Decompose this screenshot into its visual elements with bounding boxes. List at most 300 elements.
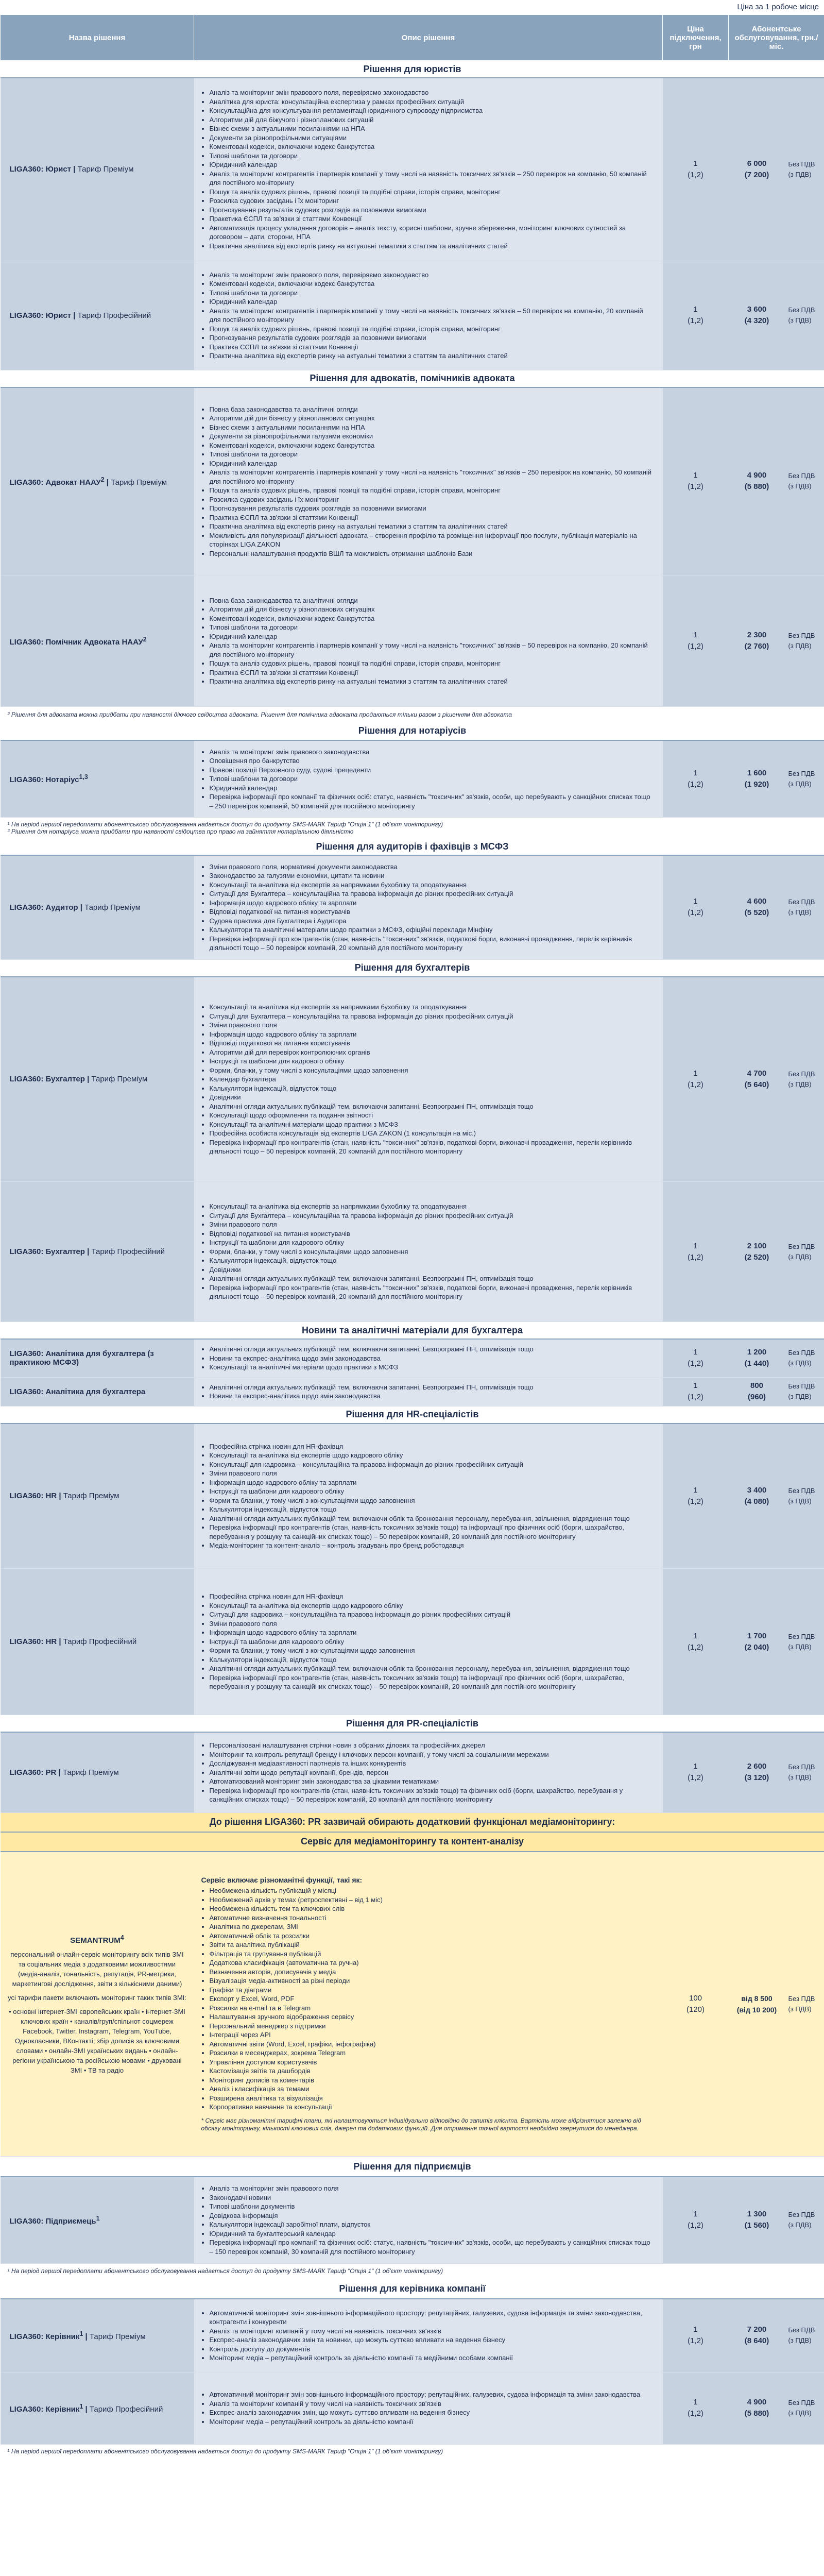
feature-item: • Типові шаблони та договори xyxy=(210,450,656,459)
product-title: LIGA360: Бухгалтер xyxy=(9,1247,85,1256)
feature-item: • Калькулятори індексації заробітної плати, відпусток xyxy=(210,2220,656,2229)
feature-item: • Бізнес схеми з актуальними посиланнями на НПА xyxy=(210,124,656,133)
vat-labels xyxy=(785,1994,815,2014)
feature-item: • Додаткова класифікація (автоматична та ручна) xyxy=(210,1958,656,1968)
tariff-name: Тариф Преміум xyxy=(91,1075,148,1084)
price-values xyxy=(729,1347,785,1369)
feature-item: • Практична аналітика від експертів ринку на актуальні тематики з статтям та аналітичних статей xyxy=(210,242,656,251)
product-name xyxy=(1,1339,194,1377)
semantrum-desc-title: Сервіс включає різноманітні функції, такі як: xyxy=(201,1876,363,1884)
feature-item: • Юридичний календар xyxy=(210,784,656,793)
price-block xyxy=(729,630,824,652)
feature-item: • Оповіщення про банкрутство xyxy=(210,756,656,766)
product-title: LIGA360: Бухгалтер xyxy=(9,1075,85,1084)
feature-item: • Інформація щодо кадрового обліку та зарплати xyxy=(210,1628,656,1637)
feature-item: • Інструкції та шаблони для кадрового обліку xyxy=(210,1487,656,1496)
feature-item: • Аналіз та моніторинг контрагентів і партнерів компанії у тому числі на наявність "токсичних" зв'язків – 250 перевірок на компанію, 50 компаній для постійного моніторингу xyxy=(210,468,656,486)
vat-labels xyxy=(785,2325,815,2346)
connect-price-value: 1 xyxy=(693,768,698,777)
col-price-header: Абонентське обслуговування, грн./міс. xyxy=(729,15,824,61)
price-value: 4 600 xyxy=(747,897,767,906)
product-title: LIGA360: HR xyxy=(9,1637,57,1646)
product-row xyxy=(1,261,824,370)
feature-item: • Ситуації для Бухгалтера – консультаційна та правова інформація до різних професійних ситуацій xyxy=(210,889,656,899)
feature-item: • Форми та бланки, у тому числі з консультаціями щодо заповнення xyxy=(210,1496,656,1505)
price-value-vat: (5 640) xyxy=(744,1080,769,1089)
tariff-name: Тариф Преміум xyxy=(89,2332,146,2341)
price-values xyxy=(729,1993,785,2015)
footnote-row xyxy=(1,2444,824,2459)
price-value: 2 300 xyxy=(747,631,767,639)
feature-item: • Судова практика для Бухгалтера і Аудитора xyxy=(210,917,656,926)
price-block xyxy=(729,1993,824,2015)
feature-item: • Бізнес схеми з актуальними посиланнями на НПА xyxy=(210,423,656,432)
vat-label: Без ПДВ xyxy=(788,1242,815,1250)
price-value: 1 600 xyxy=(747,768,767,777)
feature-item: • Моніторинг медіа – репутаційний контроль за діяльністю компанії та медійними особами компанії xyxy=(210,2353,656,2363)
price-value-vat: (4 080) xyxy=(744,1497,769,1506)
feature-item: • Консультації та аналітика від експертів за напрямками бухобліку та оподаткування xyxy=(210,1202,656,1211)
price-block xyxy=(729,1068,824,1091)
vat-label-2: (з ПДВ) xyxy=(788,1773,812,1782)
feature-item: • Ситуації для Бухгалтера – консультаційна та правова інформація до різних професійних ситуацій xyxy=(210,1211,656,1221)
product-title: LIGA360: Підприємець xyxy=(9,2216,96,2226)
vat-labels xyxy=(785,1632,815,1652)
price-value: 1 300 xyxy=(747,2210,767,2219)
feature-list xyxy=(201,862,656,953)
section-header xyxy=(1,1812,824,1832)
section-title: Рішення для PR-спеціалістів xyxy=(1,1715,824,1733)
vat-label: Без ПДВ xyxy=(788,1349,815,1357)
feature-item: • Калькулятори та аналітичні матеріали щодо практики з МСФЗ, офіційні переклади Мінфіну xyxy=(210,925,656,935)
section-header xyxy=(1,61,824,78)
feature-item: • Пошук та аналіз судових рішень, правові позиції та подібні справи, історія справи, моніторинг xyxy=(210,325,656,334)
vat-label-2: (з ПДВ) xyxy=(788,2005,812,2013)
feature-item: • Прогнозування результатів судових розглядів за позовними вимогами xyxy=(210,333,656,343)
feature-item: • Календар бухгалтера xyxy=(210,1075,656,1084)
feature-item: • Документи за різнопрофільними ситуаціями xyxy=(210,133,656,143)
feature-item: • Юридичний календар xyxy=(210,297,656,307)
price-values xyxy=(729,630,785,652)
feature-item: • Розсилка судових засідань і їх моніторинг xyxy=(210,495,656,504)
product-row xyxy=(1,1732,824,1812)
feature-item: • Візуалізація медіа-активності за різні періоди xyxy=(210,1976,656,1986)
feature-item: • Аналітичні огляди актуальних публікацій тем, включаючи облік та бронювання персоналу, перебування, звільнення, відрядження тощо xyxy=(210,1514,656,1523)
feature-item: • Інформація щодо кадрового обліку та зарплати xyxy=(210,899,656,908)
price-value-vat: (1 920) xyxy=(744,779,769,789)
feature-item: • Алгоритми дій для бізнесу у різнопланових ситуаціях xyxy=(210,605,656,614)
feature-item: • Аналіз та моніторинг змін правового законодавства xyxy=(210,748,656,757)
feature-item: • Інструкції та шаблони для кадрового обліку xyxy=(210,1057,656,1066)
feature-item: • Пошук та аналіз судових рішень, правові позиції та подібні справи, історія справи, моніторинг xyxy=(210,188,656,197)
feature-list xyxy=(201,2390,656,2426)
feature-item: • Юридичний та бухгалтерський календар xyxy=(210,2229,656,2239)
connect-price-value: 1 xyxy=(693,1381,698,1390)
feature-item: • Моніторинг та контроль репутації бренду і ключових персон компанії, у тому числі за соціальними мережами xyxy=(210,1750,656,1759)
price-value: 1 700 xyxy=(747,1631,767,1640)
vat-label: Без ПДВ xyxy=(788,2211,815,2219)
feature-item: • Кастомізація звітів та дашбордів xyxy=(210,2066,656,2076)
product-name: LIGA360: Аудитор | Тариф Преміум xyxy=(1,855,194,959)
feature-item: • Документи за різнопрофільними галузями економіки xyxy=(210,432,656,441)
price-values xyxy=(729,1485,785,1507)
feature-item: • Аналіз та моніторинг контрагентів і партнерів компанії у тому числі на наявність токсичних зв'язків – 250 перевірок на компанію, 50 компаній для постійного моніторингу xyxy=(210,170,656,188)
product-description xyxy=(194,855,663,959)
vat-labels xyxy=(785,1381,815,1402)
section-header xyxy=(1,1406,824,1423)
vat-labels xyxy=(785,1348,815,1368)
subscription-price xyxy=(729,1423,824,1569)
vat-label-2: (з ПДВ) xyxy=(788,2409,812,2417)
feature-item: • Довідкова інформація xyxy=(210,2211,656,2221)
product-row xyxy=(1,2372,824,2444)
connect-price-value: 1 xyxy=(693,897,698,906)
feature-item: • Типові шаблони та договори xyxy=(210,151,656,161)
vat-labels xyxy=(785,1069,815,1090)
tariff-name: Тариф Преміум xyxy=(77,165,134,174)
semantrum-line: персональний онлайн-сервіс моніторингу всіх типів ЗМІ та соціальних медіа з додатковими можливостями (медіа-аналіз, тональність, репутація, PR-метрики, маркетингові дослідження, звіти з кількісними даними) xyxy=(10,1950,184,1988)
feature-item: • Експорт у Excel, Word, PDF xyxy=(210,1994,656,2004)
product-row xyxy=(1,387,824,575)
section-title: Рішення для аудиторів і фахівців з МСФЗ xyxy=(1,838,824,855)
feature-item: • Аналіз та моніторинг змін правового поля, перевіряємо законодавство xyxy=(210,88,656,97)
footnote-ref: 1 xyxy=(79,2330,83,2337)
product-name: LIGA360: HR | Тариф Професійний xyxy=(1,1569,194,1715)
feature-item: • Довідники xyxy=(210,1265,656,1275)
vat-label: Без ПДВ xyxy=(788,769,815,777)
feature-item: • Коментовані кодекси, включаючи кодекс банкрутства xyxy=(210,614,656,623)
feature-item: • Автоматичний моніторинг змін зовнішнього інформаційного простору: репутаційних, галузевих, судова інформація та зміни законодавства, контрагенти і конкуренти xyxy=(210,2309,656,2327)
feature-item: • Аналіз та моніторинг змін правового поля xyxy=(210,2184,656,2193)
price-block xyxy=(729,2324,824,2347)
subscription-price xyxy=(729,2299,824,2372)
price-value-vat: (7 200) xyxy=(744,170,769,179)
subscription-price xyxy=(729,740,824,818)
feature-list xyxy=(201,1741,656,1804)
feature-item: • Аналітичні огляди актуальних публікацій тем, включаючи запитанні, Безпрограмні ПН, оптимізація тощо xyxy=(210,1274,656,1283)
footnote xyxy=(1,818,824,839)
vat-label: Без ПДВ xyxy=(788,1382,815,1390)
connect-price xyxy=(663,387,729,575)
header-note: Ціна за 1 робоче місце xyxy=(737,3,819,11)
product-row xyxy=(1,2177,824,2263)
vat-label-2: (з ПДВ) xyxy=(788,1393,812,1400)
feature-item: • Законодавчі новини xyxy=(210,2193,656,2202)
feature-item: • Перевірка інформації про контрагентів (стан, наявність токсичних зв'язків тощо) та інформації про фізичних осіб (борги, шахрайство, перебування у розшуку та санкційних списках тощо) – 50 перевірок компаній, 20 компаній для постійного моніторингу xyxy=(210,1523,656,1541)
feature-item: • Інформація щодо кадрового обліку та зарплати xyxy=(210,1030,656,1039)
product-row xyxy=(1,740,824,818)
price-value-vat: (5 880) xyxy=(744,482,769,492)
feature-item: • Професійна стрічка новин для HR-фахівця xyxy=(210,1592,656,1601)
product-description xyxy=(194,575,663,707)
feature-item: • Автоматичний моніторинг змін зовнішнього інформаційного простору: репутаційних, галузевих, судова інформація та зміни законодавства xyxy=(210,2390,656,2399)
product-row xyxy=(1,78,824,261)
feature-item: • Перевірка інформації про контрагентів (стан, наявність токсичних зв'язків тощо) та інформації про фізичних осіб (борги, шахрайство, перебування у розшуку та санкційних списках тощо) – 50 перевірок компаній, 20 компаній для постійного моніторингу xyxy=(210,1673,656,1691)
price-block xyxy=(729,2397,824,2419)
price-value-vat: (1 440) xyxy=(744,1359,769,1368)
feature-item: • Калькулятори індексацій, відпусток тощо xyxy=(210,1655,656,1665)
connect-price xyxy=(663,2299,729,2372)
feature-item: • Розширена аналітика та візуалізація xyxy=(210,2094,656,2103)
product-title: LIGA360: Адвокат НААУ xyxy=(9,478,101,487)
price-values xyxy=(729,1241,785,1263)
price-block xyxy=(729,768,824,790)
feature-item: • Консультації та аналітика від експертів щодо кадрового обліку xyxy=(210,1451,656,1460)
feature-item: • Аналіз та моніторинг компаній у тому числі на наявність токсичних зв'язків xyxy=(210,2399,656,2409)
semantrum-line: усі тарифи пакети включають моніторинг таких типів ЗМІ: xyxy=(8,1993,186,2002)
connect-price-vat: (120) xyxy=(686,2005,705,2014)
feature-item: • Повна база законодавства та аналітичні огляди xyxy=(210,596,656,605)
connect-price-vat: (1,2) xyxy=(688,1642,703,1652)
feature-item: • Аналіз та моніторинг контрагентів і партнерів компанії у тому числі на наявність токсичних зв'язків – 50 перевірок на компанію, 20 компаній для постійного моніторингу xyxy=(210,307,656,325)
feature-item: • Необмежена кількість тем та ключових слів xyxy=(210,1904,656,1913)
feature-item: • Медіа-моніторинг та контент-аналіз – контроль згадувань про бренд роботодавця xyxy=(210,1541,656,1550)
feature-item: • Перевірка інформації про компанії та фізичних осіб: статус, наявність "токсичних" зв'язків, особи, що перебувають у санкційних списках тощо – 250 перевірок компаній, 50 компаній для постійного моніторингу xyxy=(210,792,656,810)
footnote-ref: 2 xyxy=(100,476,105,483)
footnote-text: ³ Рішення для нотаріуса можна придбати при наявності свідоцтва про право на зайняття нотаріальною діяльністю xyxy=(7,828,354,835)
price-values xyxy=(729,2397,785,2419)
subscription-price xyxy=(729,977,824,1182)
price-block xyxy=(729,1347,824,1369)
feature-item: • Типові шаблони та договори xyxy=(210,623,656,632)
vat-labels xyxy=(785,305,815,326)
feature-item: • Розсилки в месенджерах, зокрема Telegram xyxy=(210,2048,656,2058)
product-row xyxy=(1,1182,824,1322)
section-header xyxy=(1,838,824,855)
semantrum-row xyxy=(1,1852,824,2157)
feature-list xyxy=(201,2184,656,2256)
feature-item: • Інтеграції через API xyxy=(210,2030,656,2040)
connect-price-value: 1 xyxy=(693,2398,698,2406)
tariff-name: Тариф Преміум xyxy=(62,1768,119,1777)
product-description xyxy=(194,1732,663,1812)
price-values xyxy=(729,1761,785,1784)
feature-item: • Юридичний календар xyxy=(210,459,656,468)
feature-list xyxy=(201,1003,656,1156)
price-table xyxy=(0,14,824,2459)
price-value-vat: (8 640) xyxy=(744,2336,769,2346)
vat-labels xyxy=(785,1242,815,1262)
subscription-price xyxy=(729,2372,824,2444)
feature-item: • Алгоритми дій для перевірок контролюючих органів xyxy=(210,1048,656,1057)
feature-item: • Можливість для популяризації діяльності адвоката – створення профілю та розміщення інформації про послуги, публікація матеріалів на сторінках LIGA ZAKON xyxy=(210,531,656,549)
semantrum-title-text: SEMANTRUM xyxy=(70,1936,121,1945)
price-block xyxy=(729,304,824,327)
tariff-name: Тариф Професійний xyxy=(91,1247,165,1256)
vat-label: Без ПДВ xyxy=(788,1070,815,1078)
feature-item: • Консультації та аналітичні матеріали щодо практики з МСФЗ xyxy=(210,1120,656,1129)
price-values xyxy=(729,1631,785,1653)
feature-item: • Налаштування зручного відображення сервісу xyxy=(210,2012,656,2022)
feature-list xyxy=(201,1345,656,1372)
feature-item: • Персональні налаштування продуктів ВШЛ та можливість отримання шаблонів Бази xyxy=(210,549,656,558)
product-name: LIGA360: Юрист | Тариф Професійний xyxy=(1,261,194,370)
vat-label: Без ПДВ xyxy=(788,1994,815,2003)
vat-label: Без ПДВ xyxy=(788,1632,815,1640)
price-values xyxy=(729,470,785,493)
product-row xyxy=(1,1339,824,1377)
subscription-price xyxy=(729,2177,824,2263)
feature-item: • Аналіз та моніторинг змін правового поля, перевіряємо законодавство xyxy=(210,270,656,280)
feature-list xyxy=(201,405,656,558)
feature-item: • Зміни правового поля xyxy=(210,1619,656,1629)
product-name: LIGA360: Бухгалтер | Тариф Професійний xyxy=(1,1182,194,1322)
section-header xyxy=(1,2279,824,2299)
footnote-ref: 2 xyxy=(143,635,147,643)
price-block xyxy=(729,1241,824,1263)
price-value-vat: (2 520) xyxy=(744,1252,769,1262)
semantrum-name xyxy=(1,1852,194,2157)
connect-price-value: 100 xyxy=(689,1993,702,2003)
tariff-name: Тариф Професійний xyxy=(77,311,151,320)
feature-item: • Експрес-аналіз законодавчих змін та новинки, що можуть суттєво впливати на ведення бізнесу xyxy=(210,2335,656,2345)
product-name xyxy=(1,740,194,818)
subscription-price xyxy=(729,855,824,959)
connect-price xyxy=(663,1377,729,1406)
section-title: Рішення для HR-спеціалістів xyxy=(1,1406,824,1423)
connect-price xyxy=(663,740,729,818)
feature-item: • Відповіді податкової на питання користувачів xyxy=(210,907,656,917)
feature-item: • Калькулятори індексацій, відпусток тощо xyxy=(210,1256,656,1265)
section-title: Рішення для юристів xyxy=(1,61,824,78)
connect-price xyxy=(663,1339,729,1377)
product-title: LIGA360: Аудитор xyxy=(9,903,78,912)
connect-price-value: 1 xyxy=(693,2210,698,2219)
feature-item: • Зміни правового поля xyxy=(210,1220,656,1229)
feature-item: • Необмежена кількість публікацій у місяці xyxy=(210,1886,656,1895)
vat-label: Без ПДВ xyxy=(788,898,815,906)
price-value: 4 900 xyxy=(747,2398,767,2406)
connect-price xyxy=(663,1732,729,1812)
product-name xyxy=(1,2177,194,2263)
vat-label-2: (з ПДВ) xyxy=(788,170,812,178)
footnote xyxy=(1,707,824,722)
feature-item: • Юридичний календар xyxy=(210,160,656,170)
price-values xyxy=(729,158,785,181)
feature-list xyxy=(201,270,656,361)
connect-price-vat: (1,2) xyxy=(688,1080,703,1089)
product-description xyxy=(194,2299,663,2372)
tariff-name: Тариф Професійний xyxy=(89,2404,163,2414)
vat-label-2: (з ПДВ) xyxy=(788,642,812,650)
price-values xyxy=(729,896,785,919)
tariff-name: Тариф Преміум xyxy=(63,1492,119,1501)
product-name: LIGA360: Керівник$^1$ | Тариф Преміум xyxy=(1,2299,194,2372)
feature-list xyxy=(201,2309,656,2363)
connect-price-vat: (1,2) xyxy=(688,316,703,325)
price-value: 2 600 xyxy=(747,1762,767,1771)
feature-item: • Практика ЄСПЛ та зв'язки зі статтями Конвенції xyxy=(210,343,656,352)
section-header xyxy=(1,370,824,387)
price-value-vat: (від 10 200) xyxy=(736,2005,777,2014)
footnote-text: ¹ На період першої передоплати абонентського обслуговування надається доступ до продукту SMS-МАЯК Тариф "Опція 1" (1 об'єкт моніторингу) xyxy=(7,2267,443,2275)
connect-price xyxy=(663,575,729,707)
product-description xyxy=(194,261,663,370)
price-values xyxy=(729,2324,785,2347)
feature-item: • Фільтрація та групування публікацій xyxy=(210,1950,656,1959)
feature-item: • Персональний менеджер з підтримки xyxy=(210,2022,656,2031)
product-title: LIGA360: Юрист xyxy=(9,165,72,174)
vat-label: Без ПДВ xyxy=(788,472,815,480)
connect-price-value: 1 xyxy=(693,1631,698,1640)
connect-price-value: 1 xyxy=(693,1348,698,1357)
product-description xyxy=(194,2177,663,2263)
connect-price-value: 1 xyxy=(693,1485,698,1495)
product-description xyxy=(194,740,663,818)
feature-item: • Зміни правового поля xyxy=(210,1469,656,1478)
product-name xyxy=(1,1377,194,1406)
feature-item: • Консультації та аналітичні матеріали щодо практики з МСФЗ xyxy=(210,1363,656,1372)
product-row xyxy=(1,1423,824,1569)
price-value: 6 000 xyxy=(747,159,767,168)
feature-item: • Пракетика ЄСПЛ та зв'язки зі статтями Конвенції xyxy=(210,214,656,224)
vat-labels xyxy=(785,2398,815,2418)
feature-item: • Коментовані кодекси, включаючи кодекс банкрутства xyxy=(210,142,656,151)
connect-price-value: 1 xyxy=(693,305,698,314)
feature-item: • Контроль доступу до документів xyxy=(210,2345,656,2354)
feature-item: • Прогнозування результатів судових розглядів за позовними вимогами xyxy=(210,504,656,513)
tariff-name: Тариф Преміум xyxy=(84,903,141,912)
feature-item: • Калькулятори індексацій, відпусток тощо xyxy=(210,1084,656,1093)
product-name: LIGA360: Бухгалтер | Тариф Преміум xyxy=(1,977,194,1182)
feature-item: • Перевірка інформації про контрагентів (стан, наявність "токсичних" зв'язків, податкові борги, виконавчі провадження, перелік керівників діяльності тощо – 50 перевірок компаній, 20 компаній для постійного моніторингу xyxy=(210,1138,656,1156)
product-title: LIGA360: Нотаріус xyxy=(9,775,79,785)
price-values xyxy=(729,768,785,790)
footnote-ref: 4 xyxy=(120,1934,124,1941)
feature-item: • Пошук та аналіз судових рішень, правові позиції та подібні справи, історія справи, моніторинг xyxy=(210,486,656,495)
connect-price-vat: (1,2) xyxy=(688,779,703,789)
footnote-row xyxy=(1,2263,824,2279)
product-description xyxy=(194,1339,663,1377)
price-values xyxy=(729,1380,785,1403)
feature-item: • Консультації щодо оформлення та подання звітності xyxy=(210,1111,656,1120)
feature-item: • Коментовані кодекси, включаючи кодекс банкрутства xyxy=(210,441,656,450)
feature-item: • Практика ЄСПЛ та зв'язки зі статтями Конвенції xyxy=(210,513,656,522)
feature-item: • Практика ЄСПЛ та зв'язки зі статтями Конвенції xyxy=(210,668,656,677)
feature-item: • Аналіз та моніторинг контрагентів і партнерів компанії у тому числі на наявність "токсичних" зв'язків – 50 перевірок на компанію, 20 компаній для постійного моніторингу xyxy=(210,641,656,659)
feature-item: • Звіти та аналітика публікацій xyxy=(210,1940,656,1950)
feature-item: • Графіки та діаграми xyxy=(210,1986,656,1995)
feature-item: • Аналіз і класифікація за темами xyxy=(210,2084,656,2094)
price-value-vat: (2 040) xyxy=(744,1642,769,1652)
vat-labels xyxy=(785,631,815,651)
feature-list xyxy=(201,88,656,250)
section-title: Рішення для бухгалтерів xyxy=(1,959,824,977)
connect-price xyxy=(663,1852,729,2157)
section-title: До рішення LIGA360: PR зазвичай обирають додатковий функціонал медіамоніторингу: xyxy=(1,1812,824,1832)
semantrum-description xyxy=(194,1852,663,2157)
product-name: LIGA360: Адвокат НААУ$^2$ | Тариф Преміум xyxy=(1,387,194,575)
subscription-price xyxy=(729,387,824,575)
feature-item: • Перевірка інформації про контрагентів (стан, наявність "токсичних" зв'язків, податкові борги, виконавчі провадження, перелік керівників діяльності тощо – 50 перевірок компаній, 20 компаній для постійного моніторингу xyxy=(210,1283,656,1301)
feature-item: • Консультації для кадровика – консультаційна та правова інформація до різних професійних ситуацій xyxy=(210,1460,656,1469)
subscription-price xyxy=(729,1377,824,1406)
feature-item: • Досліджування медіаактивності партнерів та інших конкурентів xyxy=(210,1759,656,1768)
connect-price-vat: (1,2) xyxy=(688,2221,703,2230)
feature-item: • Повна база законодавства та аналітичні огляди xyxy=(210,405,656,414)
feature-item: • Новини та експрес-аналітика щодо змін законодавства xyxy=(210,1354,656,1363)
connect-price xyxy=(663,261,729,370)
vat-label: Без ПДВ xyxy=(788,1763,815,1771)
semantrum-title xyxy=(8,1933,187,1945)
connect-price xyxy=(663,78,729,261)
price-value-vat: (960) xyxy=(747,1393,766,1401)
feature-item: • Аналіз та моніторинг компаній у тому числі на наявність токсичних зв'язків xyxy=(210,2327,656,2336)
section-header xyxy=(1,1322,824,1340)
product-description xyxy=(194,2372,663,2444)
section-header xyxy=(1,2157,824,2177)
feature-item: • Перевірка інформації про контрагентів (стан, наявність "токсичних" зв'язків, податкові борги, виконавчі провадження, перелік керівників діяльності тощо – 50 перевірок компаній, 20 компаній для постійного моніторингу xyxy=(210,935,656,953)
